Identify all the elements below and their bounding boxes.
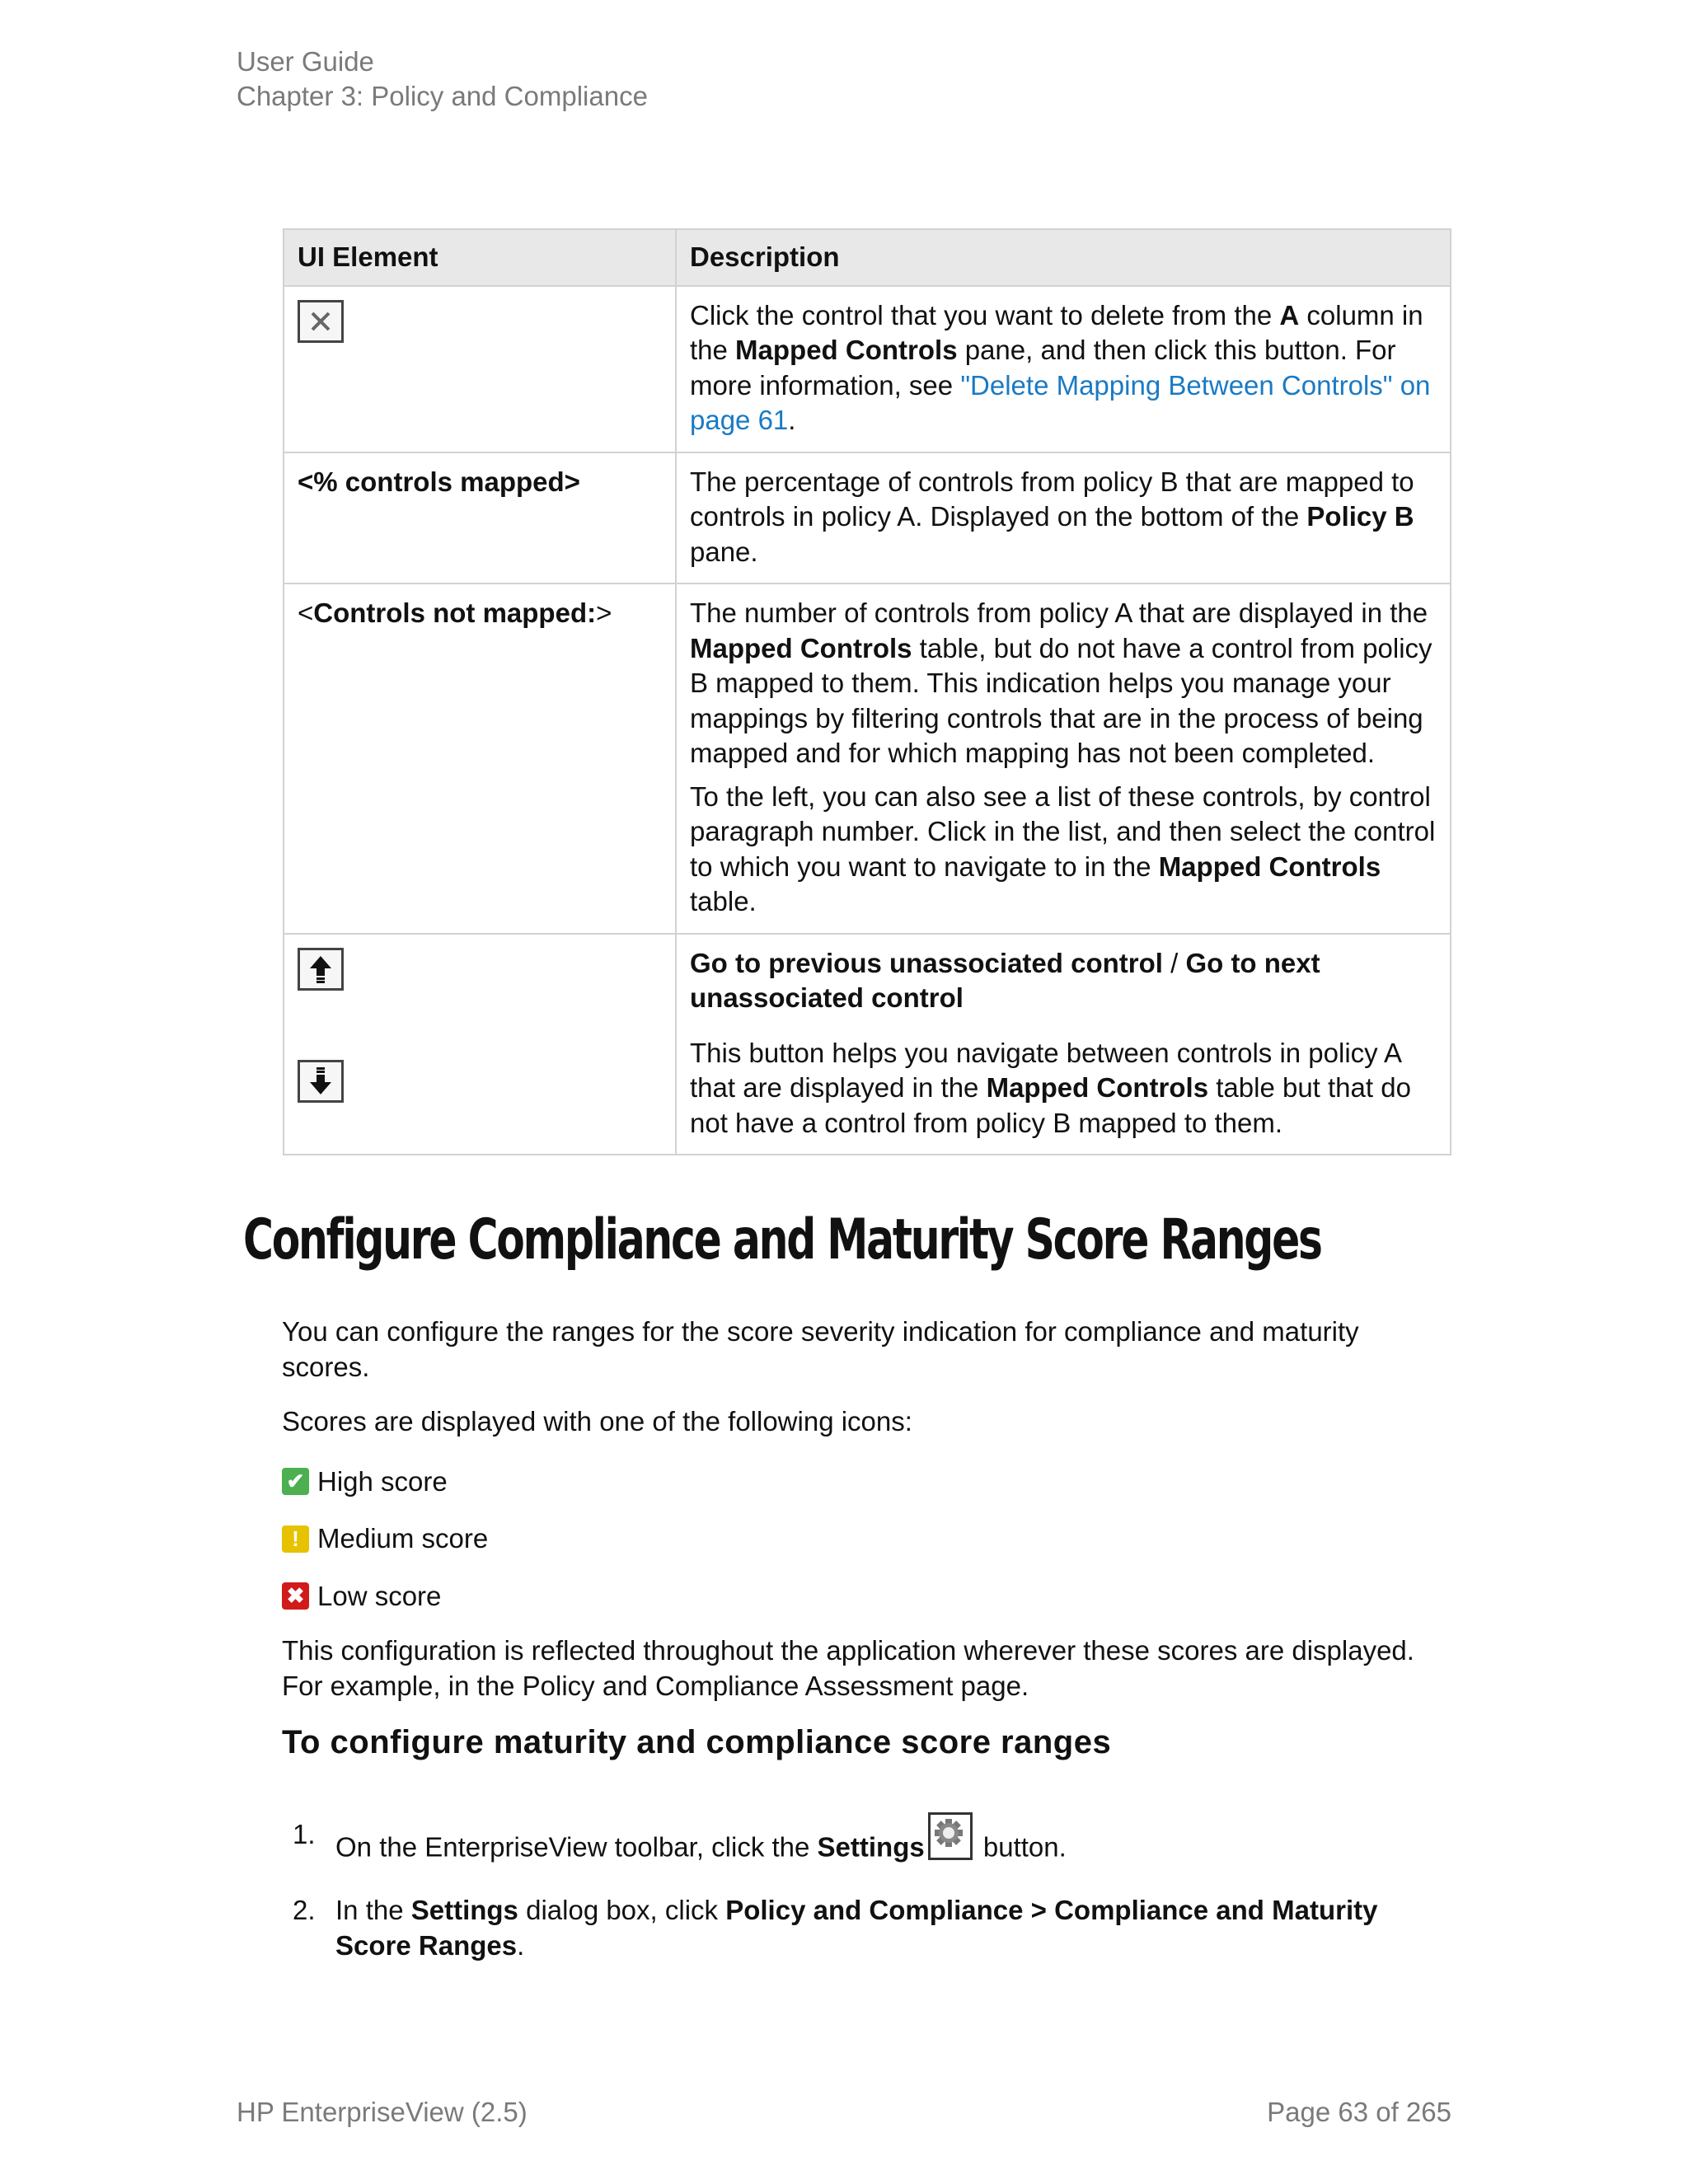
arrow-down-icon bbox=[298, 1060, 344, 1103]
intro-paragraph: You can configure the ranges for the score severity indication for compliance and maturity scores. bbox=[282, 1316, 1359, 1382]
score-item-low: ✖ Low score bbox=[282, 1579, 1688, 1615]
low-score-x-icon: ✖ bbox=[282, 1582, 309, 1610]
medium-score-warning-icon: ! bbox=[282, 1526, 309, 1553]
step-2: 2. In the Settings dialog box, click Policy and Compliance > Compliance and Maturity Score Ranges. bbox=[293, 1895, 1378, 1961]
description: To the left, you can also see a list of these controls, by control paragraph number. Click in the list, and then select the control to which you want to navigate to in the Mapped Controls table. bbox=[690, 780, 1436, 916]
arrow-up-icon bbox=[298, 948, 344, 991]
element-label: <% controls mapped> bbox=[298, 466, 580, 497]
score-item-medium: ! Medium score bbox=[282, 1521, 1688, 1557]
score-item-high: ✔ High score bbox=[282, 1465, 1688, 1500]
settings-gear-icon bbox=[928, 1812, 973, 1860]
section-title: Configure Compliance and Maturity Score Ranges bbox=[243, 1207, 1321, 1272]
delete-mapping-link[interactable]: "Delete Mapping Between Controls" on page 61 bbox=[690, 369, 1431, 435]
procedure-title: To configure maturity and compliance score ranges bbox=[282, 1724, 1112, 1760]
table-row bbox=[284, 452, 1451, 584]
description: Click the control that you want to delete from the A column in the Mapped Controls pane, and then click this button. For more information, see "Delete Mapping Between Controls" on page 61. bbox=[690, 299, 1431, 435]
description: The number of controls from policy A that are displayed in the Mapped Controls table, but do not have a control from policy B mapped to them. This indication helps you manage your mappings by filtering controls that are in the process of being mapped and for which mapping has not been completed. bbox=[690, 598, 1432, 768]
element-label: Controls not mapped: bbox=[313, 598, 597, 628]
delete-x-icon bbox=[298, 300, 344, 343]
table-row bbox=[284, 286, 1451, 452]
config-note: This configuration is reflected throughout the application wherever these scores are displayed. For example, in the Policy and Compliance Assessment page. bbox=[282, 1635, 1414, 1701]
icons-intro: Scores are displayed with one of the following icons: bbox=[282, 1406, 912, 1436]
doc-title: User Guide bbox=[237, 46, 374, 77]
column-header: UI Element bbox=[284, 229, 676, 286]
table-row: <Controls not mapped:> The number of controls from policy A that are displayed in the Mapped Controls table, but do not have a control from policy B mapped to them. This indication helps you manage your mappings by filtering controls that are in the process of being mapped and for which mapping has not been completed. To the left, you can also see a list of these controls, by control paragraph number. Click in the list, and then select the control to which you want to navigate to in the Mapped Controls table. bbox=[284, 583, 1451, 934]
page-body bbox=[0, 228, 1688, 1963]
high-score-check-icon: ✔ bbox=[282, 1468, 309, 1495]
footer-page-number: Page 63 of 265 bbox=[1267, 2097, 1451, 2127]
chapter-title: Chapter 3: Policy and Compliance bbox=[237, 81, 648, 111]
description: This button helps you navigate between controls in policy A that are displayed in the Mapped Controls table but that do not have a control from policy B mapped to them. bbox=[690, 1037, 1411, 1138]
ui-elements-table bbox=[283, 228, 1451, 1155]
table-row bbox=[284, 934, 1451, 1155]
footer-product: HP EnterpriseView (2.5) bbox=[237, 2097, 528, 2127]
description: The percentage of controls from policy B that are mapped to controls in policy A. Displayed on the bottom of the Policy B pane. bbox=[690, 466, 1414, 567]
column-header: Description bbox=[676, 229, 1451, 286]
step-1: 1. On the EnterpriseView toolbar, click the Settings button. bbox=[293, 1817, 1447, 1865]
description-title: Go to previous unassociated control / Go to next unassociated control bbox=[690, 947, 1320, 1013]
table-header-row bbox=[284, 229, 1451, 286]
